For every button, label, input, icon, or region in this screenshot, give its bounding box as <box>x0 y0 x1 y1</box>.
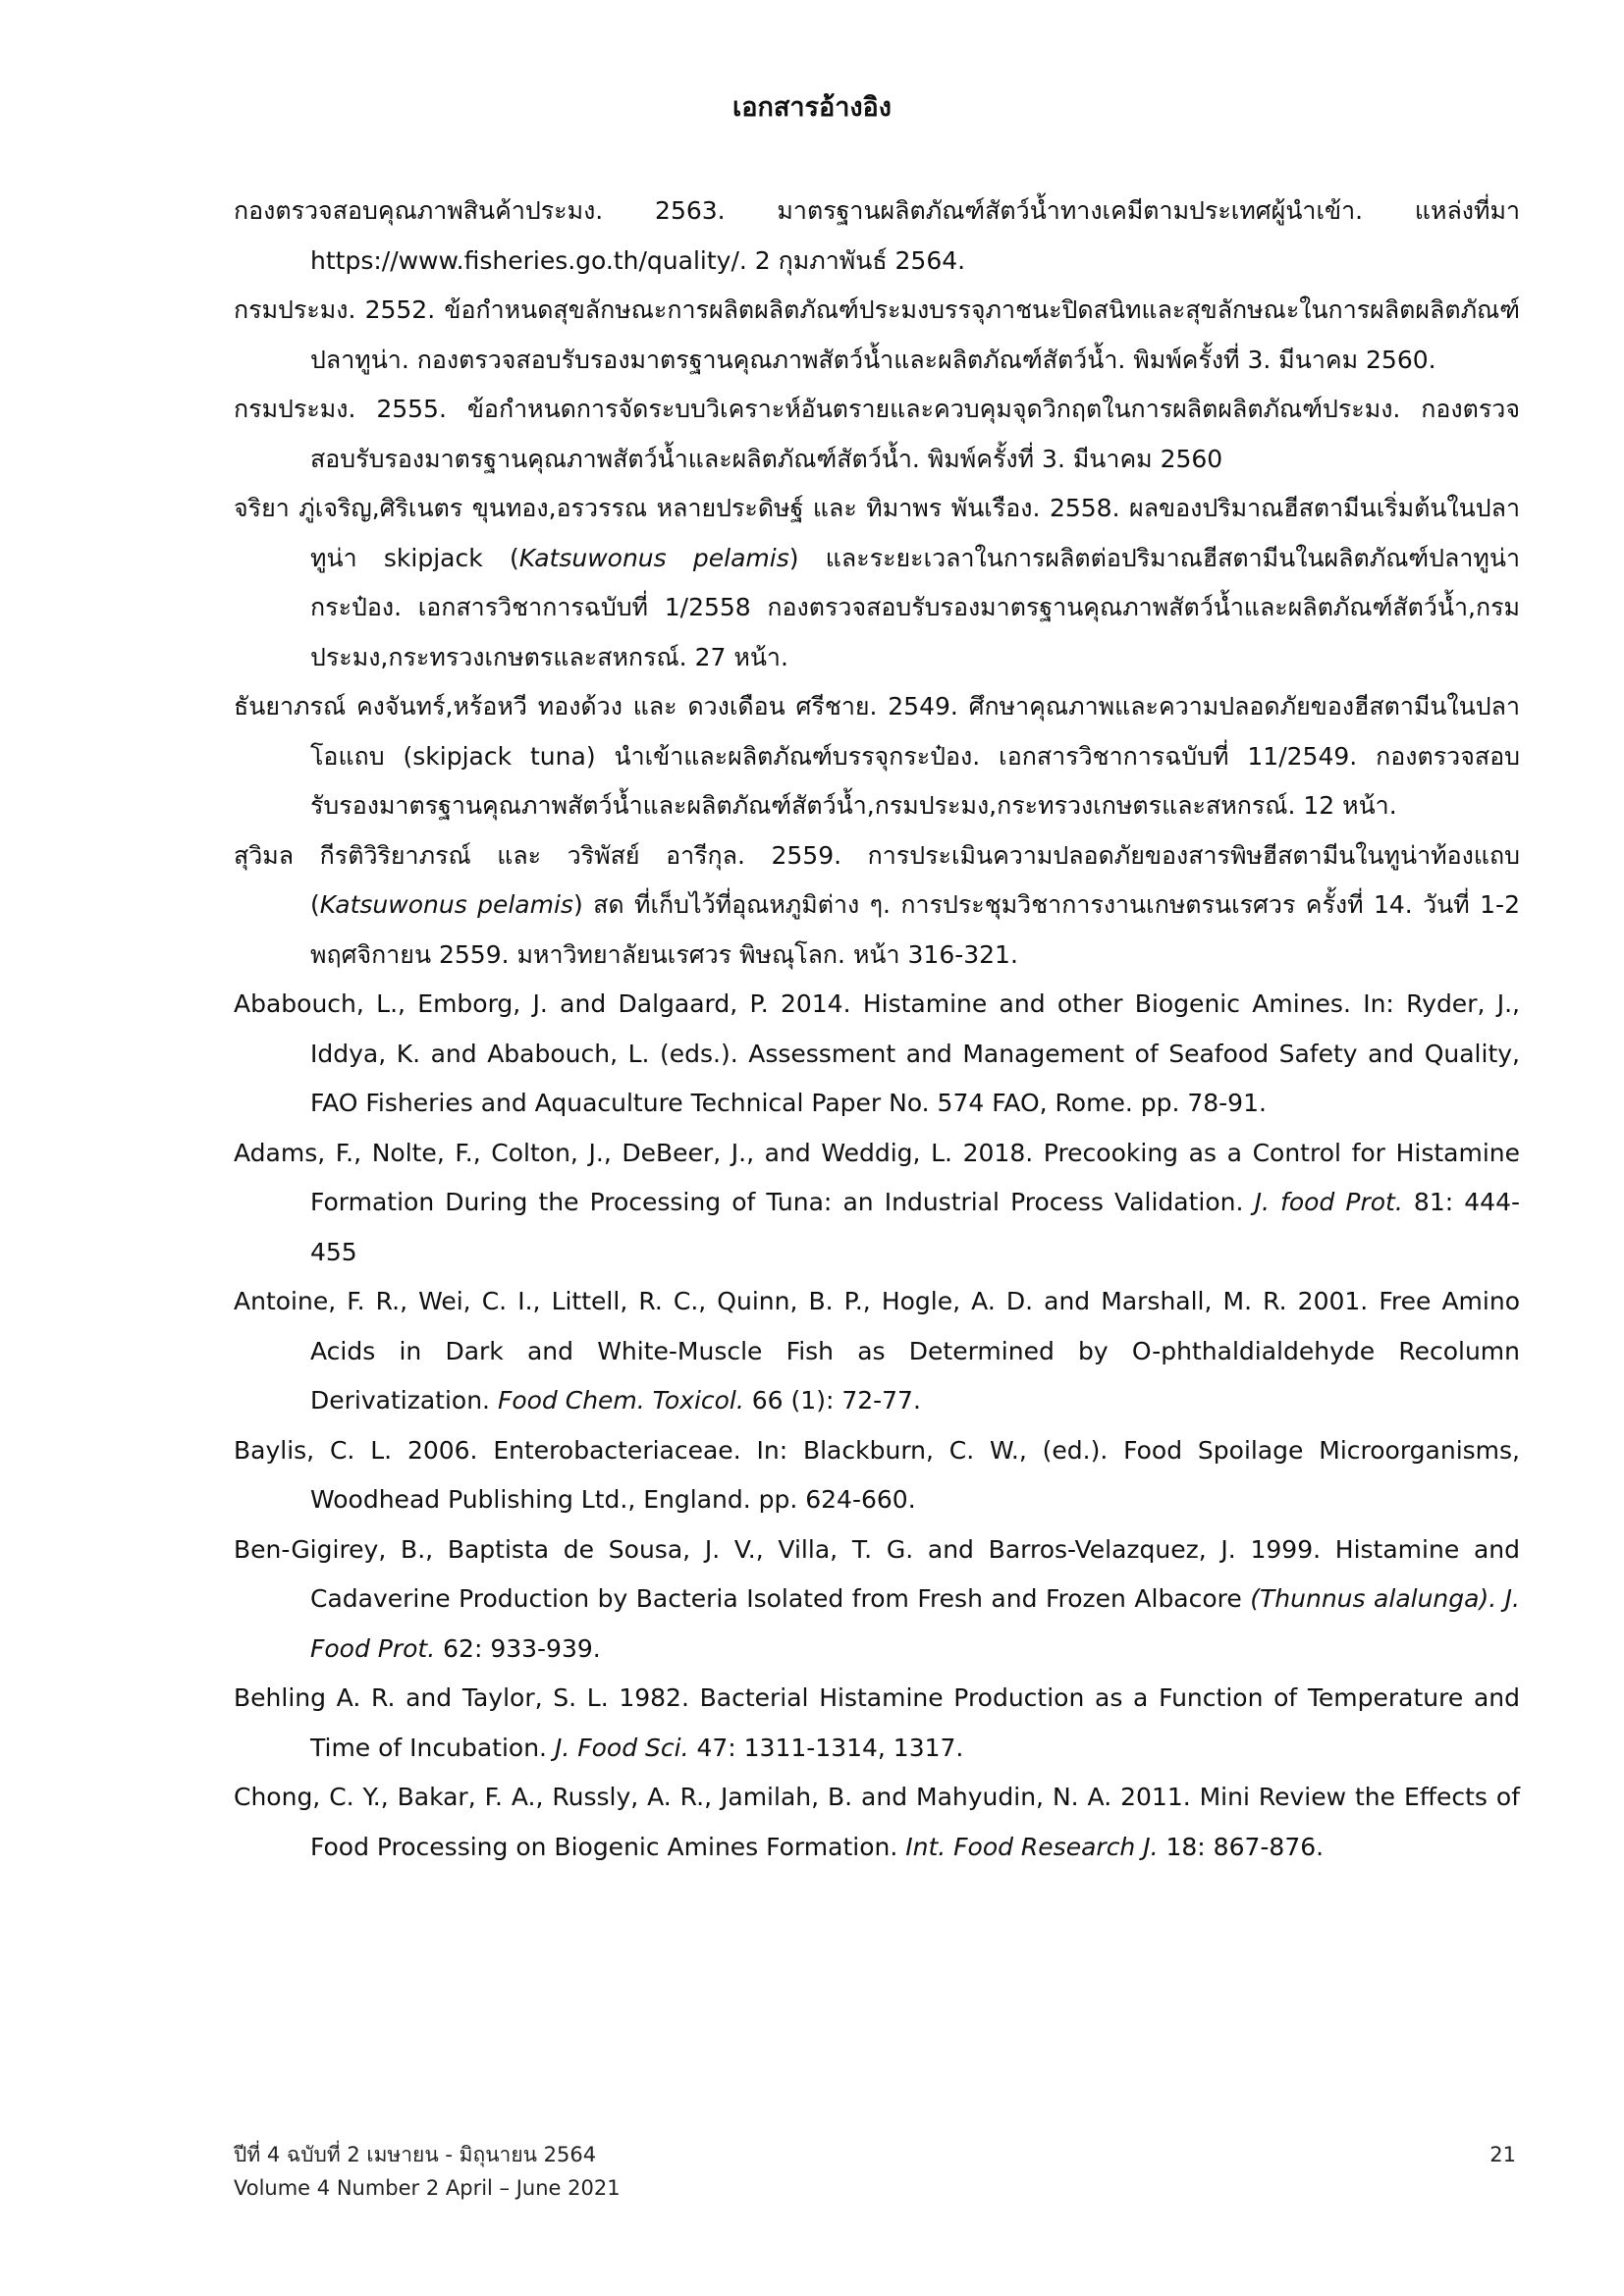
reference-italic: Katsuwonus pelamis <box>518 543 789 572</box>
footer-issue-english: Volume 4 Number 2 April – June 2021 <box>234 2176 621 2200</box>
reference-item <box>234 1525 1520 1675</box>
reference-text: กองตรวจสอบคุณภาพสินค้าประมง. 2563. มาตรฐานผลิตภัณฑ์สัตว์น้ำทางเคมีตามประเทศผู้นำเข้า. แหล่งที่มา https://www.fisheries.go.th/quality/. 2 กุมภาพันธ์ 2564. <box>234 196 1520 275</box>
reference-text-tail: 81: 444-455 <box>310 1188 1521 1266</box>
reference-item <box>234 1129 1520 1278</box>
reference-italic: J. food Prot. <box>1254 1188 1403 1216</box>
reference-italic: (Thunnus alalunga). J. Food Prot. <box>310 1584 1520 1663</box>
footer-issue <box>234 2138 621 2205</box>
page-title: เอกสารอ้างอิง <box>732 92 892 123</box>
reference-text: Ababouch, L., Emborg, J. and Dalgaard, P. 2014. Histamine and other Biogenic Amines. In: Ryder, J., Iddya, K. and Ababouch, L. (eds.). Assessment and Management of Seafood Safety and Quality, FAO Fisheries and Aquaculture Technical Paper No. 574 FAO, Rome. pp. 78-91. <box>234 989 1520 1117</box>
reference-item <box>234 1426 1520 1525</box>
reference-item <box>234 980 1520 1129</box>
footer-issue-thai: ปีที่ 4 ฉบับที่ 2 เมษายน - มิถุนายน 2564 <box>234 2143 597 2166</box>
reference-text-tail: ) สด ที่เก็บไว้ที่อุณหภูมิต่าง ๆ. การประชุมวิชาการงานเกษตรนเรศวร ครั้งที่ 14. วันที่ 1-2 พฤศจิกายน 2559. มหาวิทยาลัยนเรศวร พิษณุโลก. หน้า 316-321. <box>310 890 1520 969</box>
reference-italic: J. Food Sci. <box>554 1733 689 1762</box>
reference-item <box>234 1277 1520 1426</box>
page-number: 21 <box>1489 2143 1516 2166</box>
reference-text: Ben-Gigirey, B., Baptista de Sousa, J. V., Villa, T. G. and Barros-Velazquez, J. 1999. Histamine and Cadaverine Production by Bacteria Isolated from Fresh and Frozen Albacore <box>234 1534 1520 1613</box>
reference-list <box>234 187 1520 1872</box>
reference-item <box>234 831 1520 981</box>
reference-italic: Food Chem. Toxicol. <box>497 1386 744 1415</box>
reference-italic: Int. Food Research J. <box>905 1832 1159 1861</box>
reference-text: Antoine, F. R., Wei, C. I., Littell, R. C., Quinn, B. P., Hogle, A. D. and Marshall, M. R. 2001. Free Amino Acids in Dark and White-Muscle Fish as Determined by O-phthaldialdehyde Recolumn Derivatization. <box>234 1287 1520 1415</box>
reference-item <box>234 286 1520 385</box>
reference-text-tail: 66 (1): 72-77. <box>743 1386 921 1415</box>
reference-item <box>234 484 1520 682</box>
reference-item <box>234 682 1520 831</box>
reference-text: Adams, F., Nolte, F., Colton, J., DeBeer, J., and Weddig, L. 2018. Precooking as a Control for Histamine Formation During the Processing of Tuna: an Industrial Process Validation. <box>234 1138 1520 1216</box>
reference-text: สุวิมล กีรติวิริยาภรณ์ และ วริพัสย์ อารีกุล. 2559. การประเมินความปลอดภัยของสารพิษฮีสตามีนในทูน่าท้องแถบ ( <box>234 840 1520 919</box>
reference-text-tail: 47: 1311-1314, 1317. <box>688 1733 964 1762</box>
reference-text: จริยา ภู่เจริญ,ศิริเนตร ขุนทอง,อรวรรณ หลายประดิษฐ์ และ ทิมาพร พันเรือง. 2558. ผลของปริมาณฮีสตามีนเริ่มต้นในปลาทูน่า skipjack ( <box>234 494 1520 572</box>
reference-text-tail: ) และระยะเวลาในการผลิตต่อปริมาณฮีสตามีนในผลิตภัณฑ์ปลาทูน่ากระป๋อง. เอกสารวิชาการฉบับที่ 1/2558 กองตรวจสอบรับรองมาตรฐานคุณภาพสัตว์น้ำและผลิตภัณฑ์สัตว์น้ำ,กรมประมง,กระทรวงเกษตรและสหกรณ์. 27 หน้า. <box>310 543 1520 671</box>
reference-text: Chong, C. Y., Bakar, F. A., Russly, A. R., Jamilah, B. and Mahyudin, N. A. 2011. Mini Review the Effects of Food Processing on Biogenic Amines Formation. <box>234 1783 1520 1861</box>
reference-text: กรมประมง. 2555. ข้อกำหนดการจัดระบบวิเคราะห์อันตรายและควบคุมจุดวิกฤตในการผลิตผลิตภัณฑ์ประมง. กองตรวจสอบรับรองมาตรฐานคุณภาพสัตว์น้ำและผลิตภัณฑ์สัตว์น้ำ. พิมพ์ครั้งที่ 3. มีนาคม 2560 <box>234 395 1520 473</box>
reference-item <box>234 385 1520 484</box>
reference-italic: Katsuwonus pelamis <box>319 890 573 919</box>
reference-text: Behling A. R. and Taylor, S. L. 1982. Bacterial Histamine Production as a Function of Temperature and Time of Incubation. <box>234 1683 1520 1762</box>
reference-text: Baylis, C. L. 2006. Enterobacteriaceae. In: Blackburn, C. W., (ed.). Food Spoilage Microorganisms, Woodhead Publishing Ltd., England. pp. 624-660. <box>234 1435 1520 1514</box>
reference-item <box>234 187 1520 286</box>
reference-text: กรมประมง. 2552. ข้อกำหนดสุขลักษณะการผลิตผลิตภัณฑ์ประมงบรรจุภาชนะปิดสนิทและสุขลักษณะในการผลิตผลิตภัณฑ์ปลาทูน่า. กองตรวจสอบรับรองมาตรฐานคุณภาพสัตว์น้ำและผลิตภัณฑ์สัตว์น้ำ. พิมพ์ครั้งที่ 3. มีนาคม 2560. <box>234 295 1520 374</box>
reference-item <box>234 1773 1520 1872</box>
reference-text-tail: 18: 867-876. <box>1158 1832 1325 1861</box>
reference-text: ธันยาภรณ์ คงจันทร์,หร้อหวี ทองด้วง และ ดวงเดือน ศรีชาย. 2549. ศึกษาคุณภาพและความปลอดภัยของฮีสตามีนในปลาโอแถบ (skipjack tuna) นำเข้าและผลิตภัณฑ์บรรจุกระป๋อง. เอกสารวิชาการฉบับที่ 11/2549. กองตรวจสอบรับรองมาตรฐานคุณภาพสัตว์น้ำและผลิตภัณฑ์สัตว์น้ำ,กรมประมง,กระทรวงเกษตรและสหกรณ์. 12 หน้า. <box>234 692 1520 820</box>
reference-item <box>234 1674 1520 1773</box>
reference-text-tail: 62: 933-939. <box>435 1633 601 1663</box>
